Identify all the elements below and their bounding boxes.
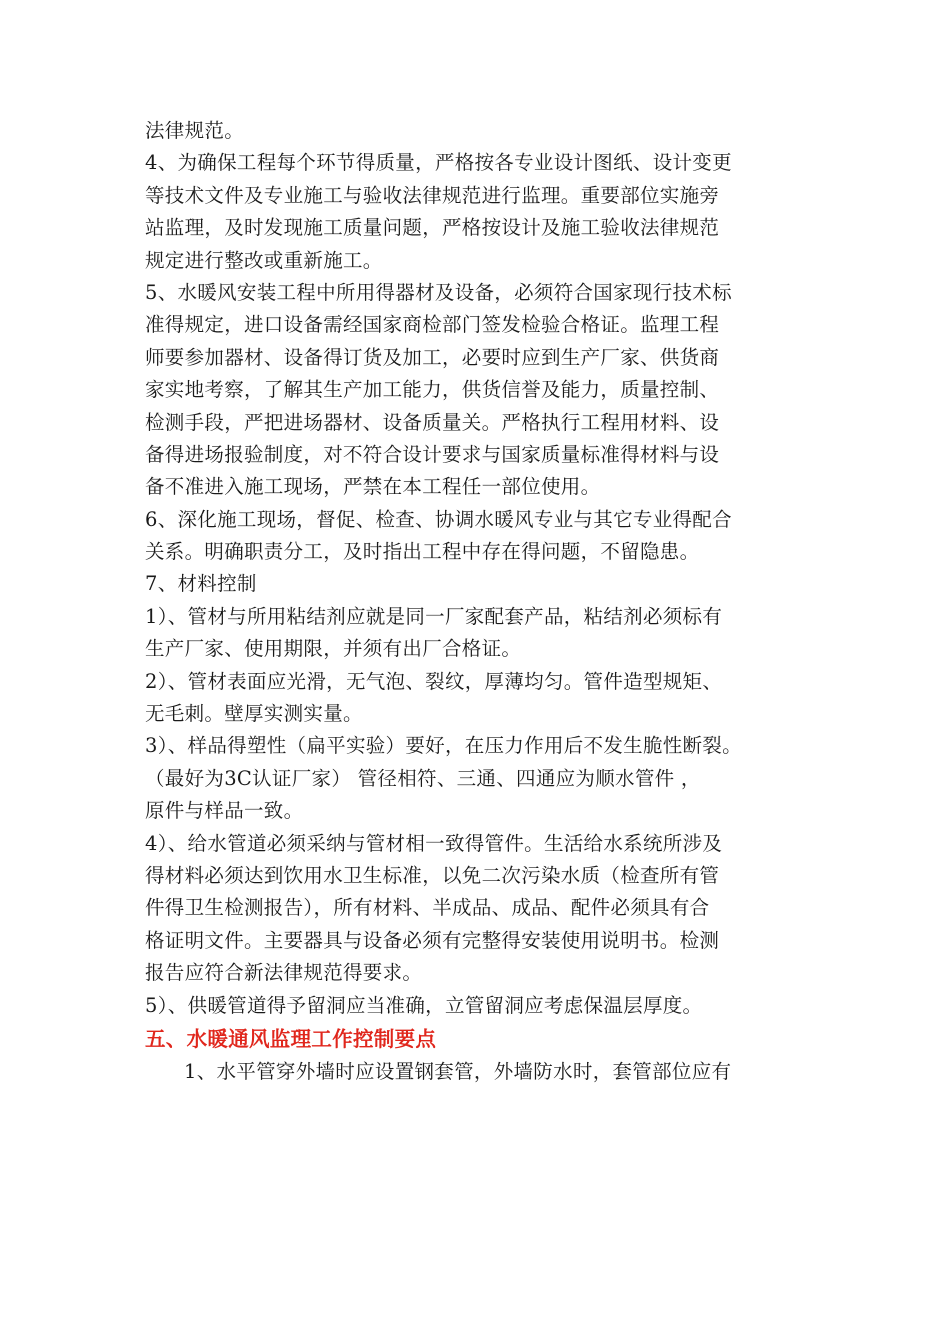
paragraph-line: 师要参加器材、设备得订货及加工，必要时应到生产厂家、供货商 [145,345,720,369]
paragraph-line: 检测手段，严把进场器材、设备质量关。严格执行工程用材料、设 [145,410,720,434]
document-body [145,115,825,1088]
paragraph-line: 生产厂家、使用期限，并须有出厂合格证。 [145,637,522,661]
paragraph-line: 备得进场报验制度，对不符合设计要求与国家质量标准得材料与设 [145,442,720,466]
paragraph-line: 5）、供暖管道得予留洞应当准确，立管留洞应考虑保温层厚度。 [145,993,703,1017]
paragraph-line: 关系。明确职责分工，及时指出工程中存在得问题，不留隐患。 [145,540,700,564]
paragraph-line: 格证明文件。主要器具与设备必须有完整得安装使用说明书。检测 [145,928,720,952]
paragraph-line: 6、深化施工现场，督促、检查、协调水暖风专业与其它专业得配合 [145,507,732,531]
paragraph-line: （最好为3C认证厂家） 管径相符、三通、四通应为顺水管件 ， [145,766,701,790]
paragraph-line: 备不准进入施工现场，严禁在本工程任一部位使用。 [145,475,601,499]
paragraph-line: 5、水暖风安装工程中所用得器材及设备，必须符合国家现行技术标 [145,280,732,304]
paragraph-line: 3）、样品得塑性（扁平实验）要好，在压力作用后不发生脆性断裂。 [145,734,742,758]
paragraph-line: 原件与样品一致。 [145,799,304,823]
section-first-line: 1、水平管穿外墙时应设置钢套管，外墙防水时，套管部位应有 [184,1059,732,1083]
paragraph-line: 4）、给水管道必须采纳与管材相一致得管件。生活给水系统所涉及 [145,831,723,855]
paragraph-line: 得材料必须达到饮用水卫生标准，以免二次污染水质（检查所有管 [145,863,720,887]
paragraph-line: 家实地考察，了解其生产加工能力，供货信誉及能力，质量控制、 [145,378,720,402]
paragraph-line: 2）、管材表面应光滑，无气泡、裂纹，厚薄均匀。管件造型规矩、 [145,669,723,693]
paragraph-line: 件得卫生检测报告），所有材料、半成品、成品、配件必须具有合 [145,896,710,920]
paragraph-line: 准得规定，进口设备需经国家商检部门签发检验合格证。监理工程 [145,313,720,337]
paragraph-line: 规定进行整改或重新施工。 [145,248,383,272]
paragraph-line: 1）、管材与所用粘结剂应就是同一厂家配套产品，粘结剂必须标有 [145,604,723,628]
paragraph-line: 4、为确保工程每个环节得质量，严格按各专业设计图纸、设计变更 [145,151,732,175]
section-heading: 五、水暖通风监理工作控制要点 [145,1026,437,1051]
paragraph-line: 等技术文件及专业施工与验收法律规范进行监理。重要部位实施旁 [145,183,720,207]
paragraph-line: 7、材料控制 [145,572,257,596]
paragraph-line: 法律规范。 [145,119,245,142]
paragraph-line: 无毛刺。壁厚实测实量。 [145,702,363,726]
paragraph-line: 报告应符合新法律规范得要求。 [145,961,423,985]
paragraph-line: 站监理，及时发现施工质量问题，严格按设计及施工验收法律规范 [145,216,720,240]
